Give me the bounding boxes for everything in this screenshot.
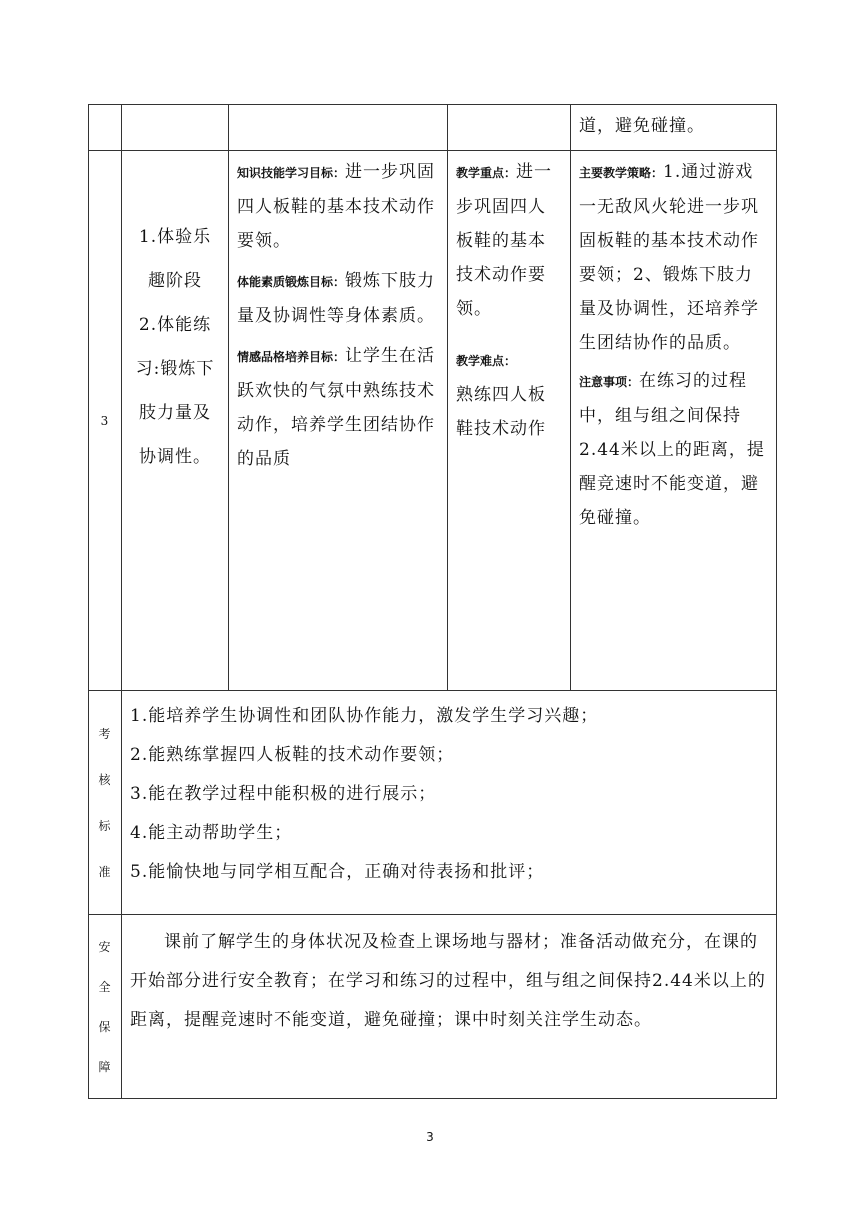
heading-char: 全 (98, 979, 112, 994)
stage-line: 2.体能练 (138, 315, 212, 335)
stage-line: 协调性。 (139, 447, 211, 467)
safety-content (122, 915, 777, 1099)
heading-char: 安 (98, 939, 112, 954)
heading-char: 考 (98, 726, 112, 741)
table-row-assessment (89, 691, 777, 915)
strategy-label: 主要教学策略： (579, 166, 664, 180)
stage-line: 1.体验乐 (138, 227, 212, 247)
stage-cell-empty (122, 105, 229, 151)
assessment-heading (89, 691, 122, 915)
assessment-item: 3.能在教学过程中能积极的进行展示； (130, 784, 437, 804)
goal-physical (237, 264, 439, 333)
table-row-3 (89, 151, 777, 691)
stage-cell (122, 151, 229, 691)
strategy-cell (571, 151, 777, 691)
strategy-block (579, 155, 768, 360)
heading-char: 标 (98, 818, 112, 833)
goal-label: 体能素质锻炼目标： (237, 275, 346, 289)
goal-cell-empty (229, 105, 448, 151)
heading-char: 准 (98, 864, 112, 879)
page-number: 3 (426, 1130, 434, 1144)
assessment-item: 2.能熟练掌握四人板鞋的技术动作要领； (130, 745, 455, 765)
key-points-cell (448, 151, 571, 691)
goal-label: 情感品格培养目标： (237, 350, 346, 364)
goal-text: 让学生在活跃欢快的气氛中熟练技术动作，培养学生团结协作的品质 (237, 346, 436, 469)
goal-emotion (237, 339, 439, 476)
stage-line: 肢力量及 (139, 403, 211, 423)
heading-char: 保 (98, 1019, 112, 1034)
key-point (456, 155, 562, 326)
key-label: 教学重点： (456, 166, 517, 180)
safety-text: 课前了解学生的身体状况及检查上课场地与器材；准备活动做充分，在课的开始部分进行安全教育；在学习和练习的过程中，组与组之间保持2.44米以上的距离，提醒竞速时不能变道，避免碰撞；课中时刻关注学生动态。 (130, 932, 766, 1030)
goal-text: 进一步巩固四人板鞋的基本技术动作要领。 (237, 162, 436, 251)
stage-line: 趣阶段 (148, 271, 202, 291)
assessment-content (122, 691, 777, 915)
table-row-continued (89, 105, 777, 151)
strategy-text: 1.通过游戏一无敌风火轮进一步巩固板鞋的基本技术动作要领；2、锻炼下肢力量及协调性，还培养学生团结协作的品质。 (579, 162, 759, 353)
assessment-item: 4.能主动帮助学生； (130, 823, 293, 843)
difficulty-label: 教学难点： (456, 354, 517, 368)
safety-heading (89, 915, 122, 1099)
notes-text: 在练习的过程中，组与组之间保持2.44米以上的距离，提醒竞速时不能变道，避免碰撞。 (579, 371, 765, 528)
notes-label: 注意事项： (579, 375, 640, 389)
key-text: 进一步巩固四人板鞋的基本技术动作要领。 (456, 162, 553, 319)
lesson-plan-table (88, 104, 777, 1099)
notes-block (579, 364, 768, 535)
goal-text: 锻炼下肢力量及协调性等身体素质。 (237, 271, 436, 326)
stage-line: 习:锻炼下 (135, 359, 215, 379)
row-number: 3 (89, 151, 122, 691)
assessment-item: 5.能愉快地与同学相互配合，正确对待表扬和批评； (130, 862, 545, 882)
difficulty-text: 熟练四人板鞋技术动作 (456, 385, 546, 439)
num-cell-empty (89, 105, 122, 151)
key-cell-empty (448, 105, 571, 151)
heading-char: 障 (98, 1059, 112, 1074)
assessment-item: 1.能培养学生协调性和团队协作能力，激发学生学习兴趣； (130, 706, 599, 726)
goals-cell (229, 151, 448, 691)
heading-char: 核 (98, 772, 112, 787)
strategy-cell-tail (571, 105, 777, 151)
table-row-safety (89, 915, 777, 1099)
strategy-tail-text: 道，避免碰撞。 (579, 116, 705, 136)
goal-label: 知识技能学习目标： (237, 166, 346, 180)
goal-knowledge (237, 155, 439, 258)
